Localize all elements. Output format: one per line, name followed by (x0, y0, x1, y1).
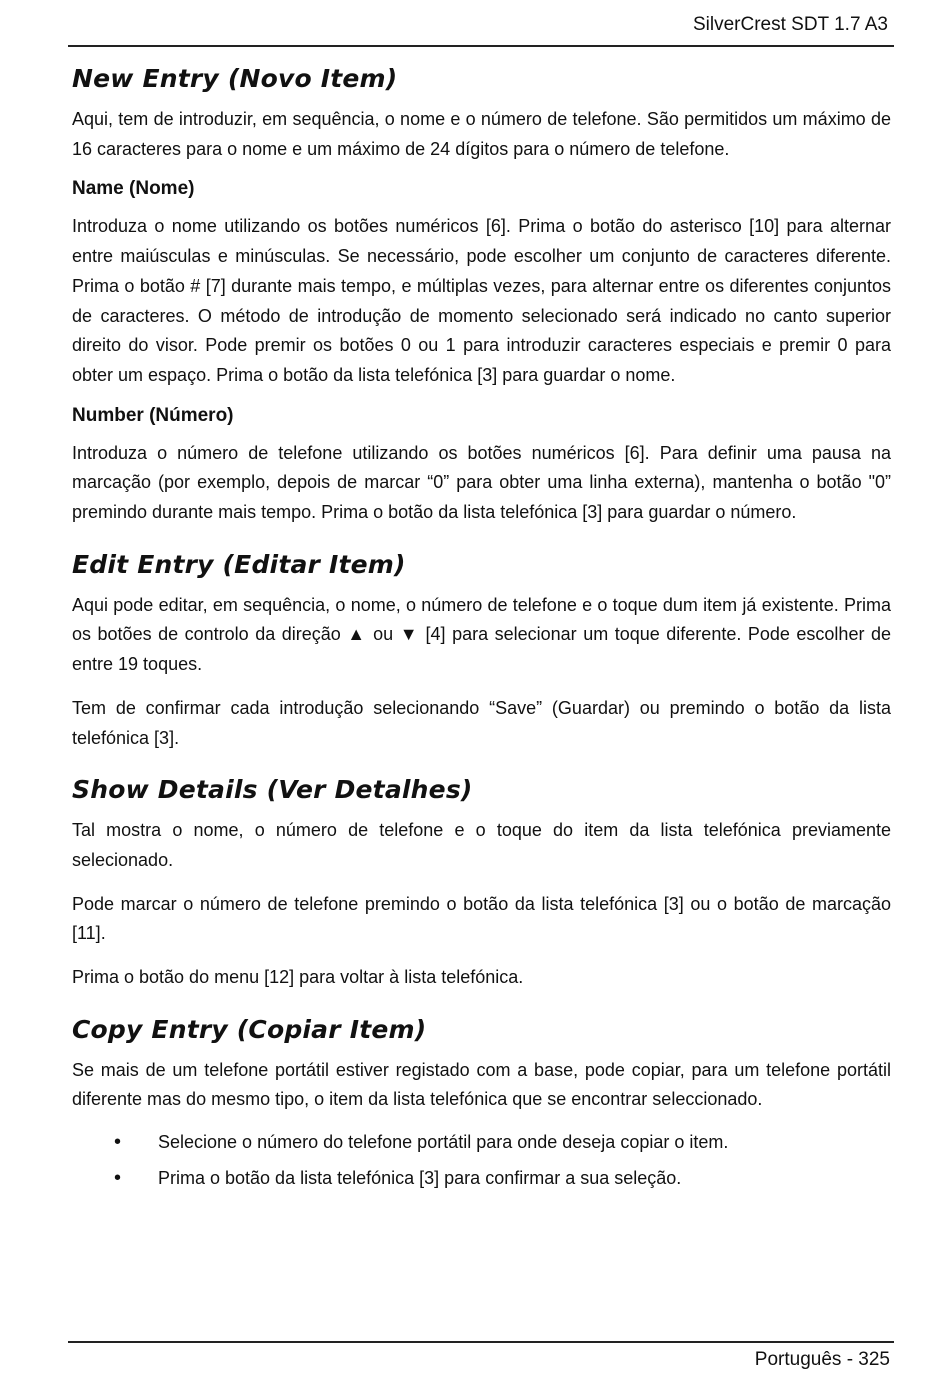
section-new-entry (72, 64, 891, 528)
paragraph: Tal mostra o nome, o número de telefone e o toque do item da lista telefónica previamente selecionado. (72, 820, 891, 870)
list-item (72, 1165, 891, 1191)
section-heading: New Entry (Novo Item) (72, 64, 398, 93)
section-copy-entry (72, 1015, 891, 1191)
bullet-list (72, 1129, 891, 1191)
section-heading: Copy Entry (Copiar Item) (72, 1014, 427, 1044)
page-number: Português - 325 (754, 1349, 890, 1370)
bullet-icon: • (114, 1131, 122, 1154)
subsection-heading: Name (Nome) (72, 178, 195, 200)
paragraph: Introduza o nome utilizando os botões numéricos [6]. Prima o botão do asterisco [10] para alternar entre maiúsculas e minúsculas. Se necessário, pode escolher um conjunto de caracteres diferente. Prima o botão # [7] durante mais tempo, e múltiplas vezes, para alternar entre os diferentes conjuntos de caracteres. O método de introdução de momento selecionado será indicado no canto superior direito do visor. Pode premir os botões 0 ou 1 para introduzir caracteres especiais e premir 0 para obter um espaço. Prima o botão da lista telefónica [3] para guardar o nome. (72, 216, 891, 385)
paragraph: Introduza o número de telefone utilizando os botões numéricos [6]. Para definir uma pausa na marcação (por exemplo, depois de marcar “0” para obter uma linha externa), mantenha o botão "0” premindo durante mais tempo. Prima o botão da lista telefónica [3] para guardar o número. (72, 442, 891, 523)
paragraph: Se mais de um telefone portátil estiver registado com a base, pode copiar, para um telefone portátil diferente mas do mesmo tipo, o item da lista telefónica que se encontrar seleccionado. (72, 1059, 891, 1110)
paragraph: Prima o botão do menu [12] para voltar à lista telefónica. (72, 967, 524, 988)
list-item-text: Prima o botão da lista telefónica [3] para confirmar a sua seleção. (158, 1168, 682, 1189)
list-item (72, 1129, 891, 1155)
subsection-heading: Number (Número) (72, 404, 234, 426)
page-footer (68, 1341, 894, 1370)
paragraph: Pode marcar o número de telefone premindo o botão da lista telefónica [3] ou o botão de marcação [11]. (72, 893, 891, 944)
list-item-text: Selecione o número do telefone portátil para onde deseja copiar o item. (158, 1132, 729, 1153)
paragraph: Aqui, tem de introduzir, em sequência, o nome e o número de telefone. São permitidos um máximo de 16 caracteres para o nome e um máximo de 24 dígitos para o número de telefone. (72, 109, 891, 159)
page-content (72, 64, 891, 1201)
page-header (68, 0, 894, 47)
section-heading: Edit Entry (Editar Item) (72, 549, 406, 579)
section-heading: Show Details (Ver Detalhes) (72, 775, 473, 805)
paragraph: Tem de confirmar cada introdução selecionando “Save” (Guardar) ou premindo o botão da lista telefónica [3]. (72, 697, 891, 748)
document-title: SilverCrest SDT 1.7 A3 (692, 14, 888, 35)
bullet-icon: • (114, 1167, 122, 1190)
section-show-details (72, 775, 891, 993)
section-edit-entry (72, 550, 891, 754)
paragraph: Aqui pode editar, em sequência, o nome, o número de telefone e o toque dum item já existente. Prima os botões de controlo da direção ▲ ou ▼ [4] para selecionar um toque diferente. Pode escolher de entre 19 toques. (72, 594, 891, 675)
